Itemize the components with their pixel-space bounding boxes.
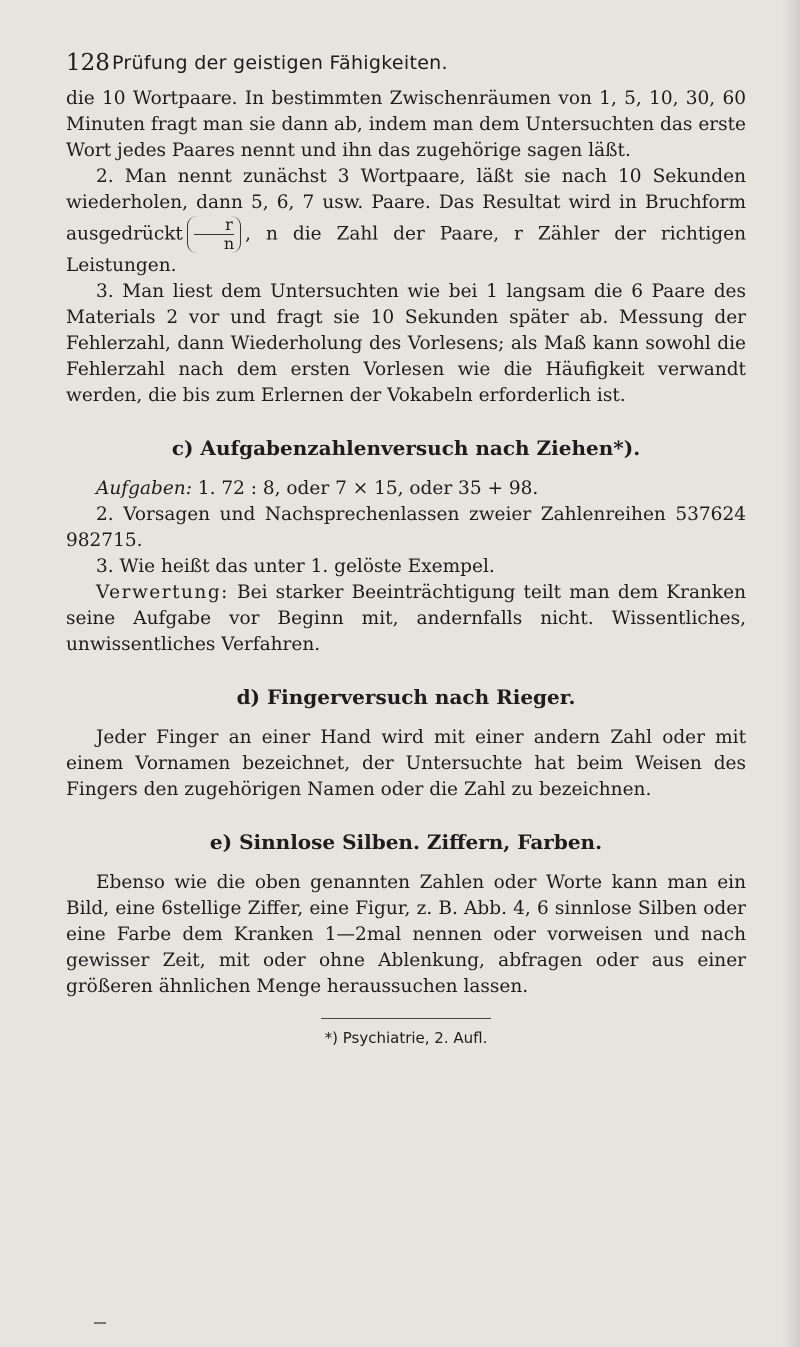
aufgaben-item-3: 3. Wie heißt das unter 1. gelöste Exempel.: [96, 556, 495, 577]
fraction-denominator: n: [223, 234, 235, 253]
fraction-r-over-n: [187, 216, 241, 253]
page-edge-shadow: [782, 0, 800, 1347]
paragraph-fraction-start: 2. Man nennt zunächst 3 Wortpaare, läßt sie nach 10 Sekunden wiederholen, dann 5, 6, 7 usw. Paare. Das Resultat wird in Bruchform ausgedrückt: [66, 166, 746, 245]
footnote: *) Psychiatrie, 2. Aufl.: [324, 1029, 488, 1047]
aufgaben-label: Aufgaben:: [96, 478, 192, 499]
verwertung-label: Verwertung:: [96, 582, 229, 603]
syllables-paragraph: Ebenso wie die oben genannten Zahlen oder Worte kann man ein Bild, eine 6stellige Ziffer, eine Figur, z. B. Abb. 4, 6 sinnlose Silben oder eine Farbe dem Kranken 1—2mal nennen oder vorweisen und nach gewisser Zeit, mit oder ohne Ablenkung, abfragen oder aus einer größeren ähnlichen Menge heraussuchen lassen.: [66, 872, 746, 997]
paragraph-reading: 3. Man liest dem Untersuchten wie bei 1 langsam die 6 Paare des Materials 2 vor und fragt sie 10 Sekunden später ab. Messung der Fehlerzahl, dann Wiederholung des Vorlesens; als Maß kann sowohl die Fehlerzahl nach dem ersten Vorlesen wie die Häufigkeit verwandt werden, die bis zum Erlernen der Vokabeln erforderlich ist.: [66, 281, 746, 406]
aufgaben-text: 1. 72 : 8, oder 7 × 15, oder 35 + 98.: [191, 478, 539, 499]
section-heading-e: e) Sinnlose Silben. Ziffern, Farben.: [209, 830, 603, 854]
finger-paragraph: Jeder Finger an einer Hand wird mit einer andern Zahl oder mit einem Vornamen bezeichnet, der Untersuchte hat beim Weisen des Fingers den zugehörigen Namen oder die Zahl zu bezeichnen.: [66, 727, 746, 800]
footnote-rule: [321, 1018, 491, 1019]
fraction-numerator: r: [194, 216, 234, 235]
paragraph-fraction: [66, 164, 746, 279]
page-header: [66, 50, 726, 84]
aufgaben-line: [66, 476, 746, 502]
page-number: 128: [66, 50, 110, 76]
section-heading-c: c) Aufgabenzahlenversuch nach Ziehen*).: [171, 436, 641, 460]
paragraph-fraction-end: , n die Zahl der Paare, r Zähler der richtigen Leistungen.: [66, 223, 746, 276]
aufgaben-item-2: 2. Vorsagen und Nachsprechenlassen zweier Zahlenreihen 537624 982715.: [66, 504, 746, 551]
verwertung-paragraph: [66, 580, 746, 658]
verwertung-text: Bei starker Beeinträchtigung teilt man dem Kranken seine Aufgabe vor Beginn mit, andernfalls nicht. Wissentliches, unwissentliches Verfahren.: [66, 582, 746, 655]
paragraph-word-pairs: die 10 Wortpaare. In bestimmten Zwischenräumen von 1, 5, 10, 30, 60 Minuten fragt man sie dann ab, indem man dem Untersuchten das erste Wort jedes Paares nennt und ihn das zugehörige sagen läßt.: [66, 88, 746, 161]
running-title: Prüfung der geistigen Fähigkeiten.: [112, 52, 448, 74]
print-mark: [94, 1322, 106, 1324]
section-heading-d: d) Fingerversuch nach Rieger.: [236, 685, 576, 709]
page-body: [66, 86, 746, 1051]
